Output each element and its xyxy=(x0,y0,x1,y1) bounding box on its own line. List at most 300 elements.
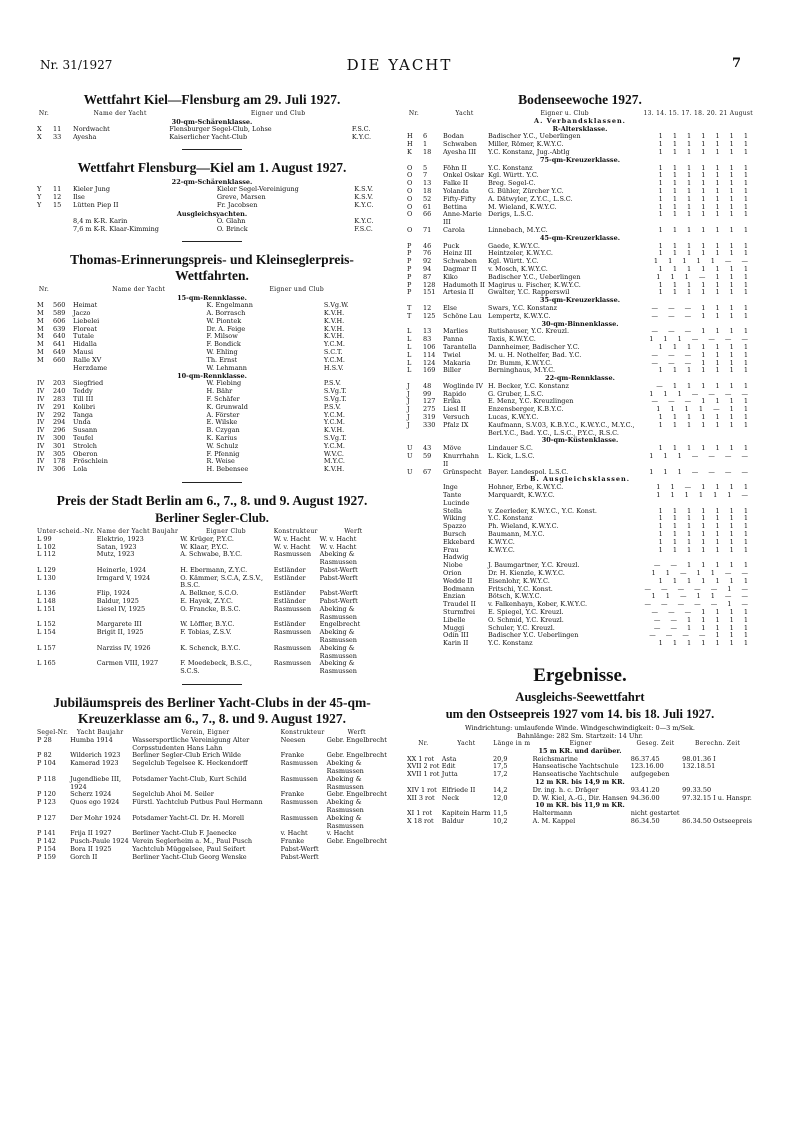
berlin-col-header: Name der Yacht Baujahr xyxy=(96,527,179,535)
boden-owner: Y.C. Konstanz xyxy=(488,514,533,523)
boden-mark: U xyxy=(407,444,413,453)
thomas-nr: 296 xyxy=(53,426,66,435)
jubi-cell: Rasmussen xyxy=(280,774,318,783)
flens-title: Wettfahrt Flensburg—Kiel am 1. August 1927. xyxy=(77,160,347,176)
boden-blank xyxy=(406,586,442,594)
boden-blank xyxy=(406,539,442,547)
boden-nr: 83 xyxy=(423,335,432,344)
boden-yacht: Föhn II xyxy=(443,163,467,172)
jubi-cell: Wassersportliche Vereinigung Alter Corpsstudenten Hans Lahn xyxy=(132,735,250,752)
boden-mark: L xyxy=(407,366,412,375)
boden-yacht: Makaria xyxy=(443,358,471,367)
jubi-cell: Jugendliebe III, 1924 xyxy=(70,774,122,791)
boden-nr: 6 xyxy=(423,132,428,141)
erg-cell xyxy=(681,771,754,779)
thomas-yacht: Fröschlein xyxy=(73,457,108,466)
thomas-club: S.Vg.W. xyxy=(323,301,349,310)
boden-owner: K.W.Y.C. xyxy=(488,545,515,554)
jubi-cell: Rasmussen xyxy=(280,798,318,807)
boden-mark: O xyxy=(407,202,413,211)
thomas-mark: IV xyxy=(37,457,45,466)
jubi-cell: Verein Seglerheim a. M., Paul Pusch xyxy=(132,837,253,846)
berlin-cell: L 154 xyxy=(37,628,56,637)
thomas-club: H.S.V. xyxy=(323,363,344,372)
kiel-club: K.Y.C. xyxy=(351,132,372,141)
kiel-yacht: Ayesha xyxy=(73,132,97,141)
berlin-cell: Rasmussen xyxy=(273,550,312,559)
flens-yacht: 7,6 m K-R. Klaar-Kimming xyxy=(73,224,159,233)
flens-mark xyxy=(36,226,52,234)
jubi-cell: Abeking & Rasmussen xyxy=(326,759,364,776)
berlin-row xyxy=(36,645,388,661)
boden-owner: M. Wieland, K.W.Y.C. xyxy=(488,202,557,211)
thomas-owner: F. Bondick xyxy=(206,340,241,349)
kiel-table xyxy=(36,110,388,141)
erg-note1: Windrichtung: umlaufende Winde. Windgeschwindigkeit: 0—3 m/Sek. xyxy=(464,723,695,732)
boden-results: 1 1 — 1 1 — — xyxy=(651,592,752,601)
boden-results: 1 1 1 1 1 1 1 xyxy=(658,202,752,211)
thomas-club: P.S.V. xyxy=(323,402,341,411)
boden-owner: Berninghaus, M.Y.C. xyxy=(488,366,556,375)
thomas-owner: H. Bähr xyxy=(206,387,233,396)
kiel-section xyxy=(36,110,388,141)
boden-results: 1 1 1 1 1 1 1 xyxy=(658,249,752,258)
thomas-club: W.V.C. xyxy=(323,449,344,458)
boden-mark: P xyxy=(407,272,412,281)
journal-title: DIE YACHT xyxy=(346,56,453,74)
thomas-mark: IV xyxy=(37,418,45,427)
thomas-title: Thomas-Erinnerungspreis- und Kleinseglerpreis-Wettfahrten. xyxy=(70,252,354,284)
jubi-cell: Gebr. Engelbrecht xyxy=(326,790,387,799)
berlin-cell: L 102 xyxy=(37,542,56,551)
flens-club: K.Y.C. xyxy=(354,216,374,225)
berlin-cell: Elektrio, 1923 xyxy=(96,534,144,543)
boden-results: 1 1 — 1 1 1 1 xyxy=(656,483,752,492)
jubi-title: Jubiläumspreis des Berliner Yacht-Clubs in der 45-qm-Kreuzerklasse am 6., 7., 8. und 9. August 1927. xyxy=(53,695,371,727)
thomas-mark: M xyxy=(37,308,44,317)
erg-cell: 17,2 xyxy=(493,770,508,779)
flens-owner: O. Brinck xyxy=(216,224,248,233)
jubi-cell: Abeking & Rasmussen xyxy=(326,798,364,815)
boden-results: — — — 1 1 1 1 xyxy=(651,358,752,367)
thomas-club: Y.C.M. xyxy=(323,410,345,419)
boden-mark: T xyxy=(407,303,412,312)
boden-mark: J xyxy=(407,420,410,429)
jubi-cell: v. Hacht xyxy=(280,829,308,838)
boden-nr: 5 xyxy=(423,163,428,172)
thomas-yacht: Heimat xyxy=(73,301,98,310)
flens-class-name: Ausgleichsyachten. xyxy=(176,209,248,218)
flens-mark xyxy=(36,218,52,226)
boden-owner: Bayer. Landespol. L.S.C. xyxy=(488,467,569,476)
boden-blank xyxy=(406,640,442,648)
boden-yacht: Hadumoth II xyxy=(443,280,485,289)
jubi-cell: Wilderich 1923 xyxy=(70,751,121,760)
jubi-cell: v. Hacht xyxy=(326,829,354,838)
erg-group-name: 12 m KR. bis 14,9 m KR. xyxy=(535,777,625,786)
thomas-row xyxy=(36,466,388,474)
boden-results: 1 1 1 1 1 1 1 xyxy=(658,264,752,273)
boden-nr: 92 xyxy=(423,257,432,266)
kiel-nr: 33 xyxy=(53,132,62,141)
boden-nr: 124 xyxy=(423,358,436,367)
thomas-mark: IV xyxy=(37,410,45,419)
flens-yacht: Ilse xyxy=(73,193,85,202)
thomas-mark: IV xyxy=(37,394,45,403)
thomas-nr: 300 xyxy=(53,433,66,442)
thomas-yacht: Floreat xyxy=(73,324,97,333)
jubi-col-header: Verein, Eigner xyxy=(181,729,230,737)
boden-nr: 12 xyxy=(423,303,432,312)
boden-nr: 169 xyxy=(423,366,436,375)
kiel-nr: 11 xyxy=(53,124,62,133)
berlin-cell: F. Moedebeck, B.S.C., S.C.S. xyxy=(180,659,252,676)
berlin-cell: Estländer xyxy=(273,565,306,574)
erg-cell: Edit xyxy=(441,762,456,771)
jubi-cell: Gebr. Engelbrecht xyxy=(326,735,387,744)
thomas-nr: 606 xyxy=(53,316,66,325)
jubi-cell: Scherz 1924 xyxy=(70,790,112,799)
boden-results: 1 1 1 1 1 1 1 xyxy=(658,545,752,554)
boden-owner: Rutishauser, Y.C. Kreuzl. xyxy=(488,327,570,336)
thomas-mark: M xyxy=(37,332,44,341)
boden-yacht: Anne-Marie III xyxy=(443,210,482,227)
boden-section xyxy=(406,110,754,648)
boden-owner: Enzensberger, K.B.Y.C. xyxy=(488,405,564,414)
berlin-cell: Abeking & Rasmussen xyxy=(319,550,357,567)
boden-nr: 319 xyxy=(423,413,436,422)
jubi-cell: Der Mohr 1924 xyxy=(70,813,121,822)
boden-results: — — — 1 1 1 1 xyxy=(651,311,752,320)
boden-blank xyxy=(406,570,442,578)
thomas-mark: M xyxy=(37,355,44,364)
berlin-cell: L 130 xyxy=(37,573,56,582)
boden-results: 1 1 1 — — — — xyxy=(649,389,752,398)
boden-mark: U xyxy=(407,467,413,476)
berlin-cell: Flip, 1924 xyxy=(96,589,131,598)
boden-results: 1 1 1 1 1 1 1 xyxy=(658,210,752,219)
thomas-club: Y.C.M. xyxy=(323,340,345,349)
erg-cell: 11,5 xyxy=(493,809,508,818)
boden-yacht: Dagmar II xyxy=(443,264,477,273)
jubi-cell: P 142 xyxy=(37,837,56,846)
thomas-col-header: Nr. xyxy=(38,286,50,294)
boden-yacht: Marlies xyxy=(443,327,468,336)
boden-mark: P xyxy=(407,249,412,258)
thomas-club: S.Vg.T. xyxy=(323,394,347,403)
boden-results: 1 1 — 1 1 — — xyxy=(651,569,752,578)
boden-yacht: Muggi xyxy=(443,623,465,632)
boden-blank xyxy=(406,593,442,601)
berlin-cell: W. v. Hacht xyxy=(273,542,311,551)
flens-nr xyxy=(52,218,72,226)
boden-yacht: Grünspecht xyxy=(443,467,482,476)
boden-mark: J xyxy=(407,381,410,390)
boden-results: — — 1 1 1 1 1 xyxy=(653,615,752,624)
boden-owner: Swars, Y.C. Konstanz xyxy=(488,303,558,312)
boden-mark: K xyxy=(407,147,412,156)
thomas-club: K.V.H. xyxy=(323,332,345,341)
thomas-mark: IV xyxy=(37,379,45,388)
jubi-cell: Abeking & Rasmussen xyxy=(326,774,364,791)
jubi-cell: Pabst-Werft xyxy=(280,852,319,861)
boden-results: 1 1 1 1 1 1 1 xyxy=(658,147,752,156)
boden-results: 1 1 1 1 1 1 1 xyxy=(658,413,752,422)
boden-mark: J xyxy=(407,397,410,406)
jubi-cell: Franke xyxy=(280,790,305,799)
boden-owner: Dr. H. Kienzle, K.W.Y.C. xyxy=(488,569,565,578)
berlin-cell: Rasmussen xyxy=(273,659,312,668)
boden-owner: v. Falkenhayn, Kober, K.W.Y.C. xyxy=(488,600,588,609)
erg-cell: 132.18.51 xyxy=(682,762,716,771)
boden-nr: 18 xyxy=(423,186,432,195)
boden-results: 1 1 1 — — — — xyxy=(649,467,752,476)
boden-results: 1 1 1 1 1 1 1 xyxy=(658,140,752,149)
flens-owner: Greve, Marsen xyxy=(216,193,266,202)
berlin-cell: Margarete III xyxy=(96,620,142,629)
jubi-cell: Rasmussen xyxy=(280,813,318,822)
berlin-cell: Rasmussen xyxy=(273,604,312,613)
thomas-owner: W. Fiebing xyxy=(206,379,242,388)
boden-results: 1 1 1 1 1 1 1 xyxy=(658,420,752,429)
boden-yacht: Versuch xyxy=(443,413,470,422)
boden-results: 1 1 1 1 1 1 1 xyxy=(658,444,752,453)
thomas-yacht: Teufel xyxy=(73,433,94,442)
boden-mark: H xyxy=(407,132,413,141)
erg-table xyxy=(406,740,754,826)
erg-col-header: Länge in m xyxy=(493,739,531,747)
jubi-row xyxy=(36,737,388,753)
thomas-nr: 283 xyxy=(53,394,66,403)
jubi-cell xyxy=(326,854,388,862)
boden-yacht: Rapido xyxy=(443,389,467,398)
boden-yacht: Else xyxy=(443,303,458,312)
boden-owner: G. Gruber, L.S.C. xyxy=(488,389,544,398)
flens-club: K.S.V. xyxy=(354,193,374,202)
thomas-section xyxy=(36,286,388,474)
berlin-cell: Pabst-Werft xyxy=(319,565,358,574)
boden-mark: O xyxy=(407,225,413,234)
thomas-yacht: Liebelei xyxy=(73,316,100,325)
erg-cell: 94.36.00 xyxy=(630,793,660,802)
boden-yacht: Stella xyxy=(443,506,462,515)
erg-cell: Elfriede II xyxy=(441,785,476,794)
thomas-club: Y.C.M. xyxy=(323,355,345,364)
thomas-mark: IV xyxy=(37,387,45,396)
kiel-owner: Kaiserlicher Yacht-Club xyxy=(169,132,248,141)
boden-owner: Lindauer S.C. xyxy=(488,444,533,453)
berlin-cell: Carmen VIII, 1927 xyxy=(96,659,159,668)
berlin-cell: Estländer xyxy=(273,597,306,606)
boden-nr: 7 xyxy=(423,171,428,180)
thomas-col-header xyxy=(52,286,72,294)
boden-mark: L xyxy=(407,358,412,367)
berlin-cell: Abeking & Rasmussen xyxy=(319,643,357,660)
boden-owner: Dannheimer, Badischer Y.C. xyxy=(488,342,580,351)
jubi-cell: P 123 xyxy=(37,798,56,807)
thomas-nr: 306 xyxy=(53,465,66,474)
berlin-cell: W. v. Hacht xyxy=(319,542,357,551)
berlin-cell: Abeking & Rasmussen xyxy=(319,628,357,645)
boden-nr: 127 xyxy=(423,397,436,406)
thomas-club: S.Vg.T. xyxy=(323,387,347,396)
jubi-cell: Potsdamer Yacht-Cl. Dr. H. Morell xyxy=(132,813,245,822)
boden-blank xyxy=(406,578,442,586)
boden-yacht: Biller xyxy=(443,366,461,375)
boden-yacht: Enzian xyxy=(443,592,466,601)
boden-results: 1 1 1 1 1 1 1 xyxy=(658,194,752,203)
thomas-owner: Th. Ernst xyxy=(206,355,238,364)
thomas-owner: K. Engelmann xyxy=(206,301,253,310)
thomas-yacht: Teddy xyxy=(73,387,93,396)
berlin-cell: Pabst-Werft xyxy=(319,573,358,582)
erg-row xyxy=(406,818,754,826)
boden-results: 1 1 1 1 1 1 1 xyxy=(658,288,752,297)
boden-yacht: Frau Hadwig xyxy=(443,545,469,562)
erg-cell: XIV 1 rot xyxy=(407,785,437,794)
boden-owner: H. Becker, Y.C. Konstanz xyxy=(488,381,569,390)
erg-cell: aufgegeben xyxy=(630,770,670,779)
boden-blank xyxy=(406,617,442,625)
kiel-mark: X xyxy=(37,132,42,141)
boden-results: 1 1 1 1 — 1 1 xyxy=(656,405,752,414)
erg-cell: Haltermann xyxy=(532,809,573,818)
boden-yacht: Erika xyxy=(443,397,461,406)
boden-mark: J xyxy=(407,405,410,414)
boden-results: 1 1 1 1 1 1 1 xyxy=(658,522,752,531)
boden-yacht: Schwaben xyxy=(443,140,477,149)
jubi-cell: Franke xyxy=(280,837,305,846)
thomas-yacht: Susann xyxy=(73,426,98,435)
jubi-cell: Gorch II xyxy=(70,852,98,861)
boden-results: 1 1 1 1 1 1 1 xyxy=(658,506,752,515)
thomas-nr: 178 xyxy=(53,457,66,466)
jubi-cell: Pusch-Paule 1924 xyxy=(70,837,129,846)
erg-cell: 97.32.15 I u. Hanspr. xyxy=(682,793,752,802)
jubi-cell: Franke xyxy=(280,751,305,760)
thomas-mark: IV xyxy=(37,465,45,474)
jubi-cell: Berliner Segler-Club Erich Wilde xyxy=(132,751,241,760)
boden-results: 1 1 1 — — — — xyxy=(649,452,752,461)
boden-results: — — — 1 1 1 1 xyxy=(651,327,752,336)
berlin-cell: L 148 xyxy=(37,597,56,606)
berlin-cell: Abeking & Rasmussen xyxy=(319,659,357,676)
boden-blank xyxy=(406,508,442,516)
boden-yacht: Odin III xyxy=(443,631,469,640)
boden-yacht: Bodan xyxy=(443,132,464,141)
jubi-row xyxy=(36,854,388,862)
berlin-cell: Estländer xyxy=(273,620,306,629)
erg-col-header: Yacht xyxy=(457,739,476,747)
erg-cell: 123.16.00 xyxy=(630,762,664,771)
boden-yacht: Puck xyxy=(443,241,460,250)
boden-yacht: Twiel xyxy=(443,350,461,359)
thomas-mark: M xyxy=(37,316,44,325)
berlin-cell: Brigit II, 1925 xyxy=(96,628,144,637)
boden-class-name: 45-qm-Kreuzerklasse. xyxy=(540,233,620,242)
thomas-mark: IV xyxy=(37,426,45,435)
jubi-cell: P 141 xyxy=(37,829,56,838)
boden-nr: 46 xyxy=(423,241,432,250)
thomas-owner: W. Lehmann xyxy=(206,363,247,372)
berlin-col-header: Eigner Club xyxy=(206,527,246,535)
berlin-cell: K. Schenck, B.Y.C. xyxy=(180,643,241,652)
left-column xyxy=(36,88,388,862)
boden-blank xyxy=(406,601,442,609)
berlin-cell: Rasmussen xyxy=(273,643,312,652)
boden-owner: Marquardt, K.W.Y.C. xyxy=(488,491,555,500)
berlin-row xyxy=(36,551,388,567)
berlin-col-header: Werft xyxy=(344,527,363,535)
boden-yacht: Ayesha III xyxy=(443,147,477,156)
boden-yacht: Wiking xyxy=(443,514,467,523)
boden-results: 1 1 1 1 1 1 1 xyxy=(658,576,752,585)
boden-col-header: Nr. xyxy=(408,110,420,117)
boden-row xyxy=(406,211,754,227)
thomas-yacht: Jaczo xyxy=(73,308,91,317)
boden-owner: v. Mosch, K.W.Y.C. xyxy=(488,264,548,273)
berlin-cell: L 129 xyxy=(37,565,56,574)
boden-yacht: Karin II xyxy=(443,639,469,648)
erg-cell: Jutta xyxy=(441,770,458,779)
erg-cell: Neck xyxy=(441,793,459,802)
kiel-yacht: Nordwacht xyxy=(73,124,110,133)
boden-owner: Kgl. Württ. Y.C. xyxy=(488,257,539,266)
thomas-yacht: Ralle XV xyxy=(73,355,102,364)
berlin-cell: H. Ebermann, Z.Y.C. xyxy=(180,565,248,574)
boden-nr: 330 xyxy=(423,420,436,429)
erg-cell: XI 1 rot xyxy=(407,809,433,818)
thomas-yacht: Hidalla xyxy=(73,340,97,349)
boden-yacht: Bursch xyxy=(443,530,467,539)
erg-col-header: Berechn. Zeit xyxy=(694,739,741,747)
thomas-row xyxy=(36,365,388,373)
flens-club: K.Y.C. xyxy=(354,200,374,209)
berlin-col-header: Unter-scheid.-Nr. xyxy=(37,527,95,535)
boden-owner: Badischer Y.C., Ueberlingen xyxy=(488,272,581,281)
erg-cell: 98.01.36 I xyxy=(682,754,716,763)
boden-mark: O xyxy=(407,179,413,188)
erg-cell: 12,0 xyxy=(493,793,508,802)
thomas-owner: K. Karius xyxy=(206,433,237,442)
boden-yacht: Möve xyxy=(443,444,462,453)
thomas-yacht: Mausi xyxy=(73,347,94,356)
boden-nr: 275 xyxy=(423,405,436,414)
boden-yacht: Bodmann xyxy=(443,584,475,593)
boden-owner: Lucas, K.W.Y.C. xyxy=(488,413,539,422)
thomas-owner: W. Ehling xyxy=(206,347,238,356)
thomas-nr: 292 xyxy=(53,410,66,419)
erg-cell: A. M. Kappel xyxy=(532,816,576,825)
berlin-section xyxy=(36,528,388,676)
berlin-cell: Heinerle, 1924 xyxy=(96,565,147,574)
berlin-cell: Narziss IV, 1926 xyxy=(96,643,151,652)
flens-row xyxy=(36,202,388,210)
boden-class-name: 35-qm-Kreuzerklasse. xyxy=(540,296,620,305)
thomas-class-name: 15-qm-Rennklasse. xyxy=(177,294,247,303)
flens-owner: Fr. Jacobsen xyxy=(216,200,258,209)
berlin-col-header: Konstrukteur xyxy=(273,527,318,535)
boden-nr: 87 xyxy=(423,272,432,281)
erg-sub2: um den Ostseepreis 1927 vom 14. bis 18. Juli 1927. xyxy=(445,706,715,721)
berlin-cell: W. v. Hacht xyxy=(319,534,357,543)
thomas-owner: Dr. A. Feige xyxy=(206,324,246,333)
boden-mark: O xyxy=(407,171,413,180)
jubi-cell: Quos ego 1924 xyxy=(70,798,120,807)
thomas-yacht: Tutale xyxy=(73,332,94,341)
thomas-nr: 294 xyxy=(53,418,66,427)
boden-yacht: Inge xyxy=(443,483,458,492)
